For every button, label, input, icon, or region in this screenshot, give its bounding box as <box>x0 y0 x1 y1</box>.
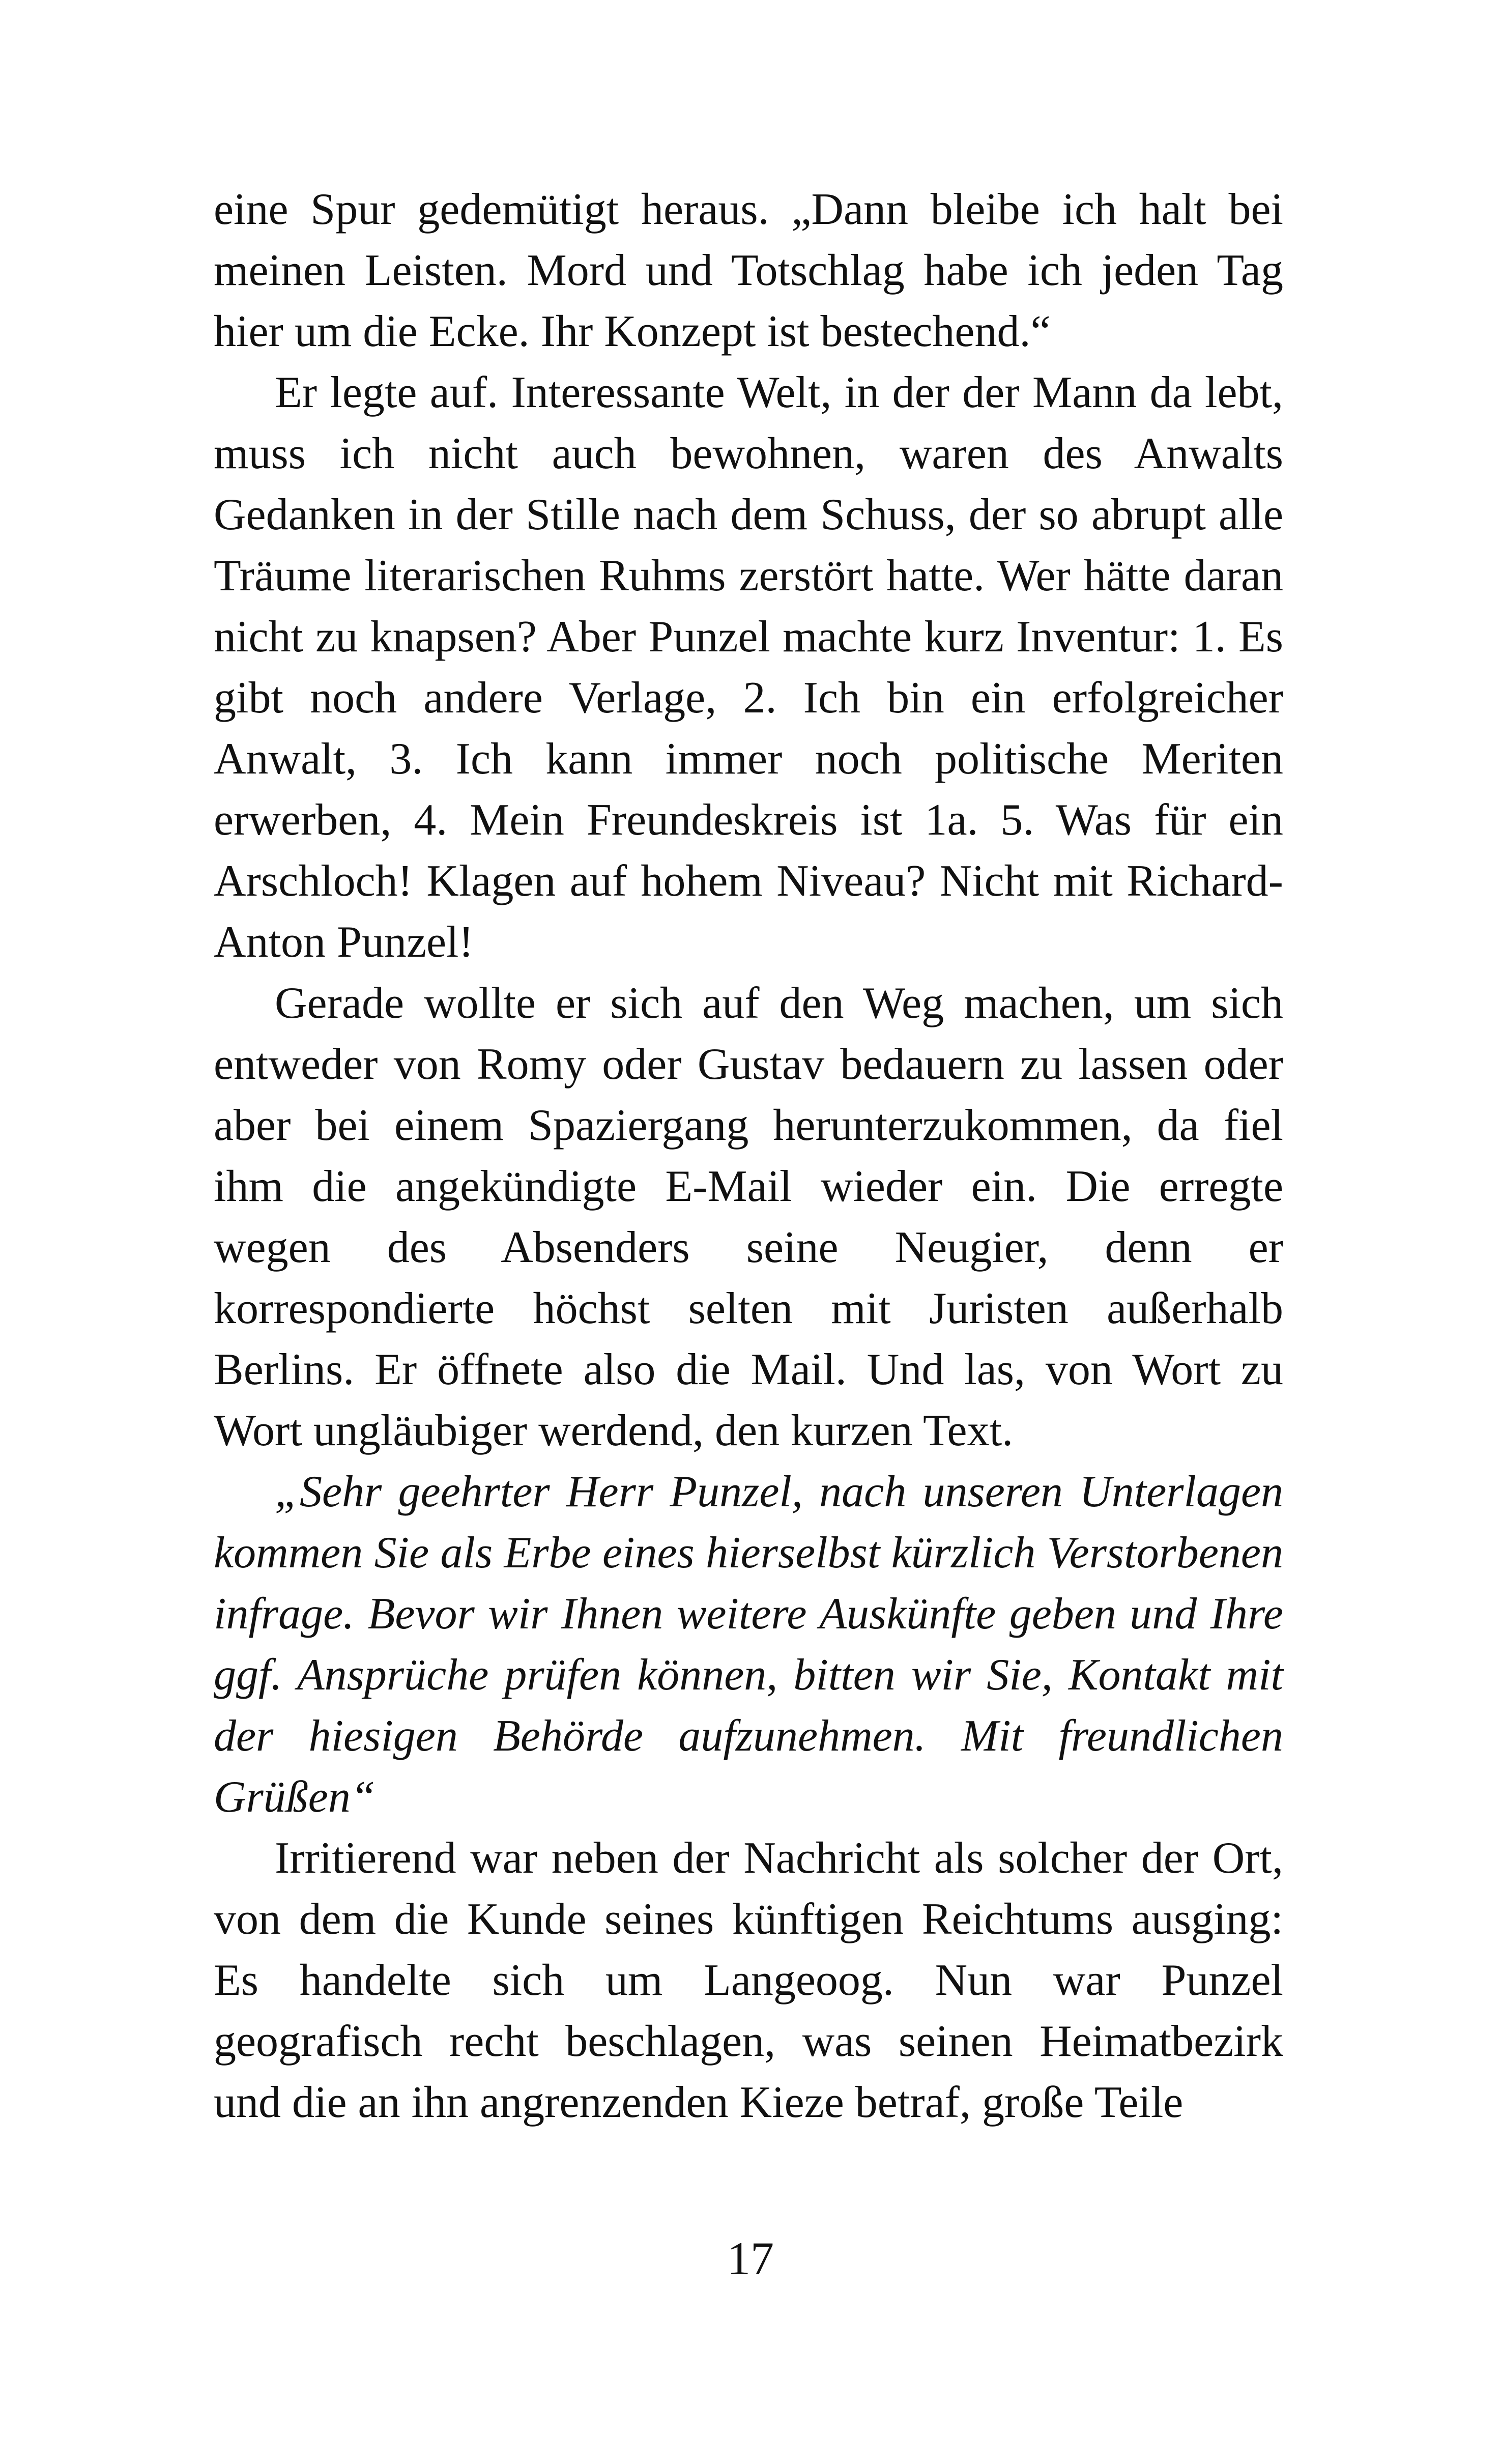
paragraph-email-quote: „Sehr geehrter Herr Punzel, nach unseren Unterlagen kommen Sie als Erbe eines hierselbst kürzlich Verstorbenen infrage. Bevor wir Ihnen weitere Auskünfte geben und Ihre ggf. Ansprüche prüfen können, bitten wir Sie, Kontakt mit der hiesigen Behörde aufzunehmen. Mit freundlichen Grüßen“ <box>214 1467 1283 1822</box>
paragraph-inventory: Er legte auf. Interessante Welt, in der der Mann da lebt, muss ich nicht auch bewohnen, waren des Anwalts Gedanken in der Stille nach dem Schuss, der so abrupt alle Träume literarischen Ruhms zerstört hatte. Wer hätte daran nicht zu knapsen? Aber Punzel machte kurz Inventur: 1. Es gibt noch andere Verlage, 2. Ich bin ein erfolgreicher Anwalt, 3. Ich kann immer noch politische Meriten erwerben, 4. Mein Freundeskreis ist 1a. 5. Was für ein Arschloch! Klagen auf hohem Niveau? Nicht mit Richard-Anton Punzel! <box>214 368 1283 967</box>
body-text <box>214 179 1283 2133</box>
paragraph-langeoog: Irritierend war neben der Nachricht als solcher der Ort, von dem die Kunde seines künftigen Reichtums ausging: Es handelte sich um Langeoog. Nun war Punzel geografisch recht beschlagen, was seinen Heimatbezirk und die an ihn angrenzenden Kieze betraf, große Teile <box>214 1833 1283 2127</box>
paragraph-continuation: eine Spur gedemütigt heraus. „Dann bleibe ich halt bei meinen Leisten. Mord und Totschlag habe ich jeden Tag hier um die Ecke. Ihr Konzept ist bestechend.“ <box>214 185 1283 356</box>
paragraph-email-arrival: Gerade wollte er sich auf den Weg machen, um sich entweder von Romy oder Gustav bedauern zu lassen oder aber bei einem Spaziergang herunterzukommen, da fiel ihm die angekündigte E-Mail wieder ein. Die erregte wegen des Absenders seine Neugier, denn er korrespondierte höchst selten mit Juristen außerhalb Berlins. Er öffnete also die Mail. Und las, von Wort zu Wort ungläubiger werdend, den kurzen Text. <box>214 979 1283 1455</box>
page-number: 17 <box>727 2232 774 2284</box>
